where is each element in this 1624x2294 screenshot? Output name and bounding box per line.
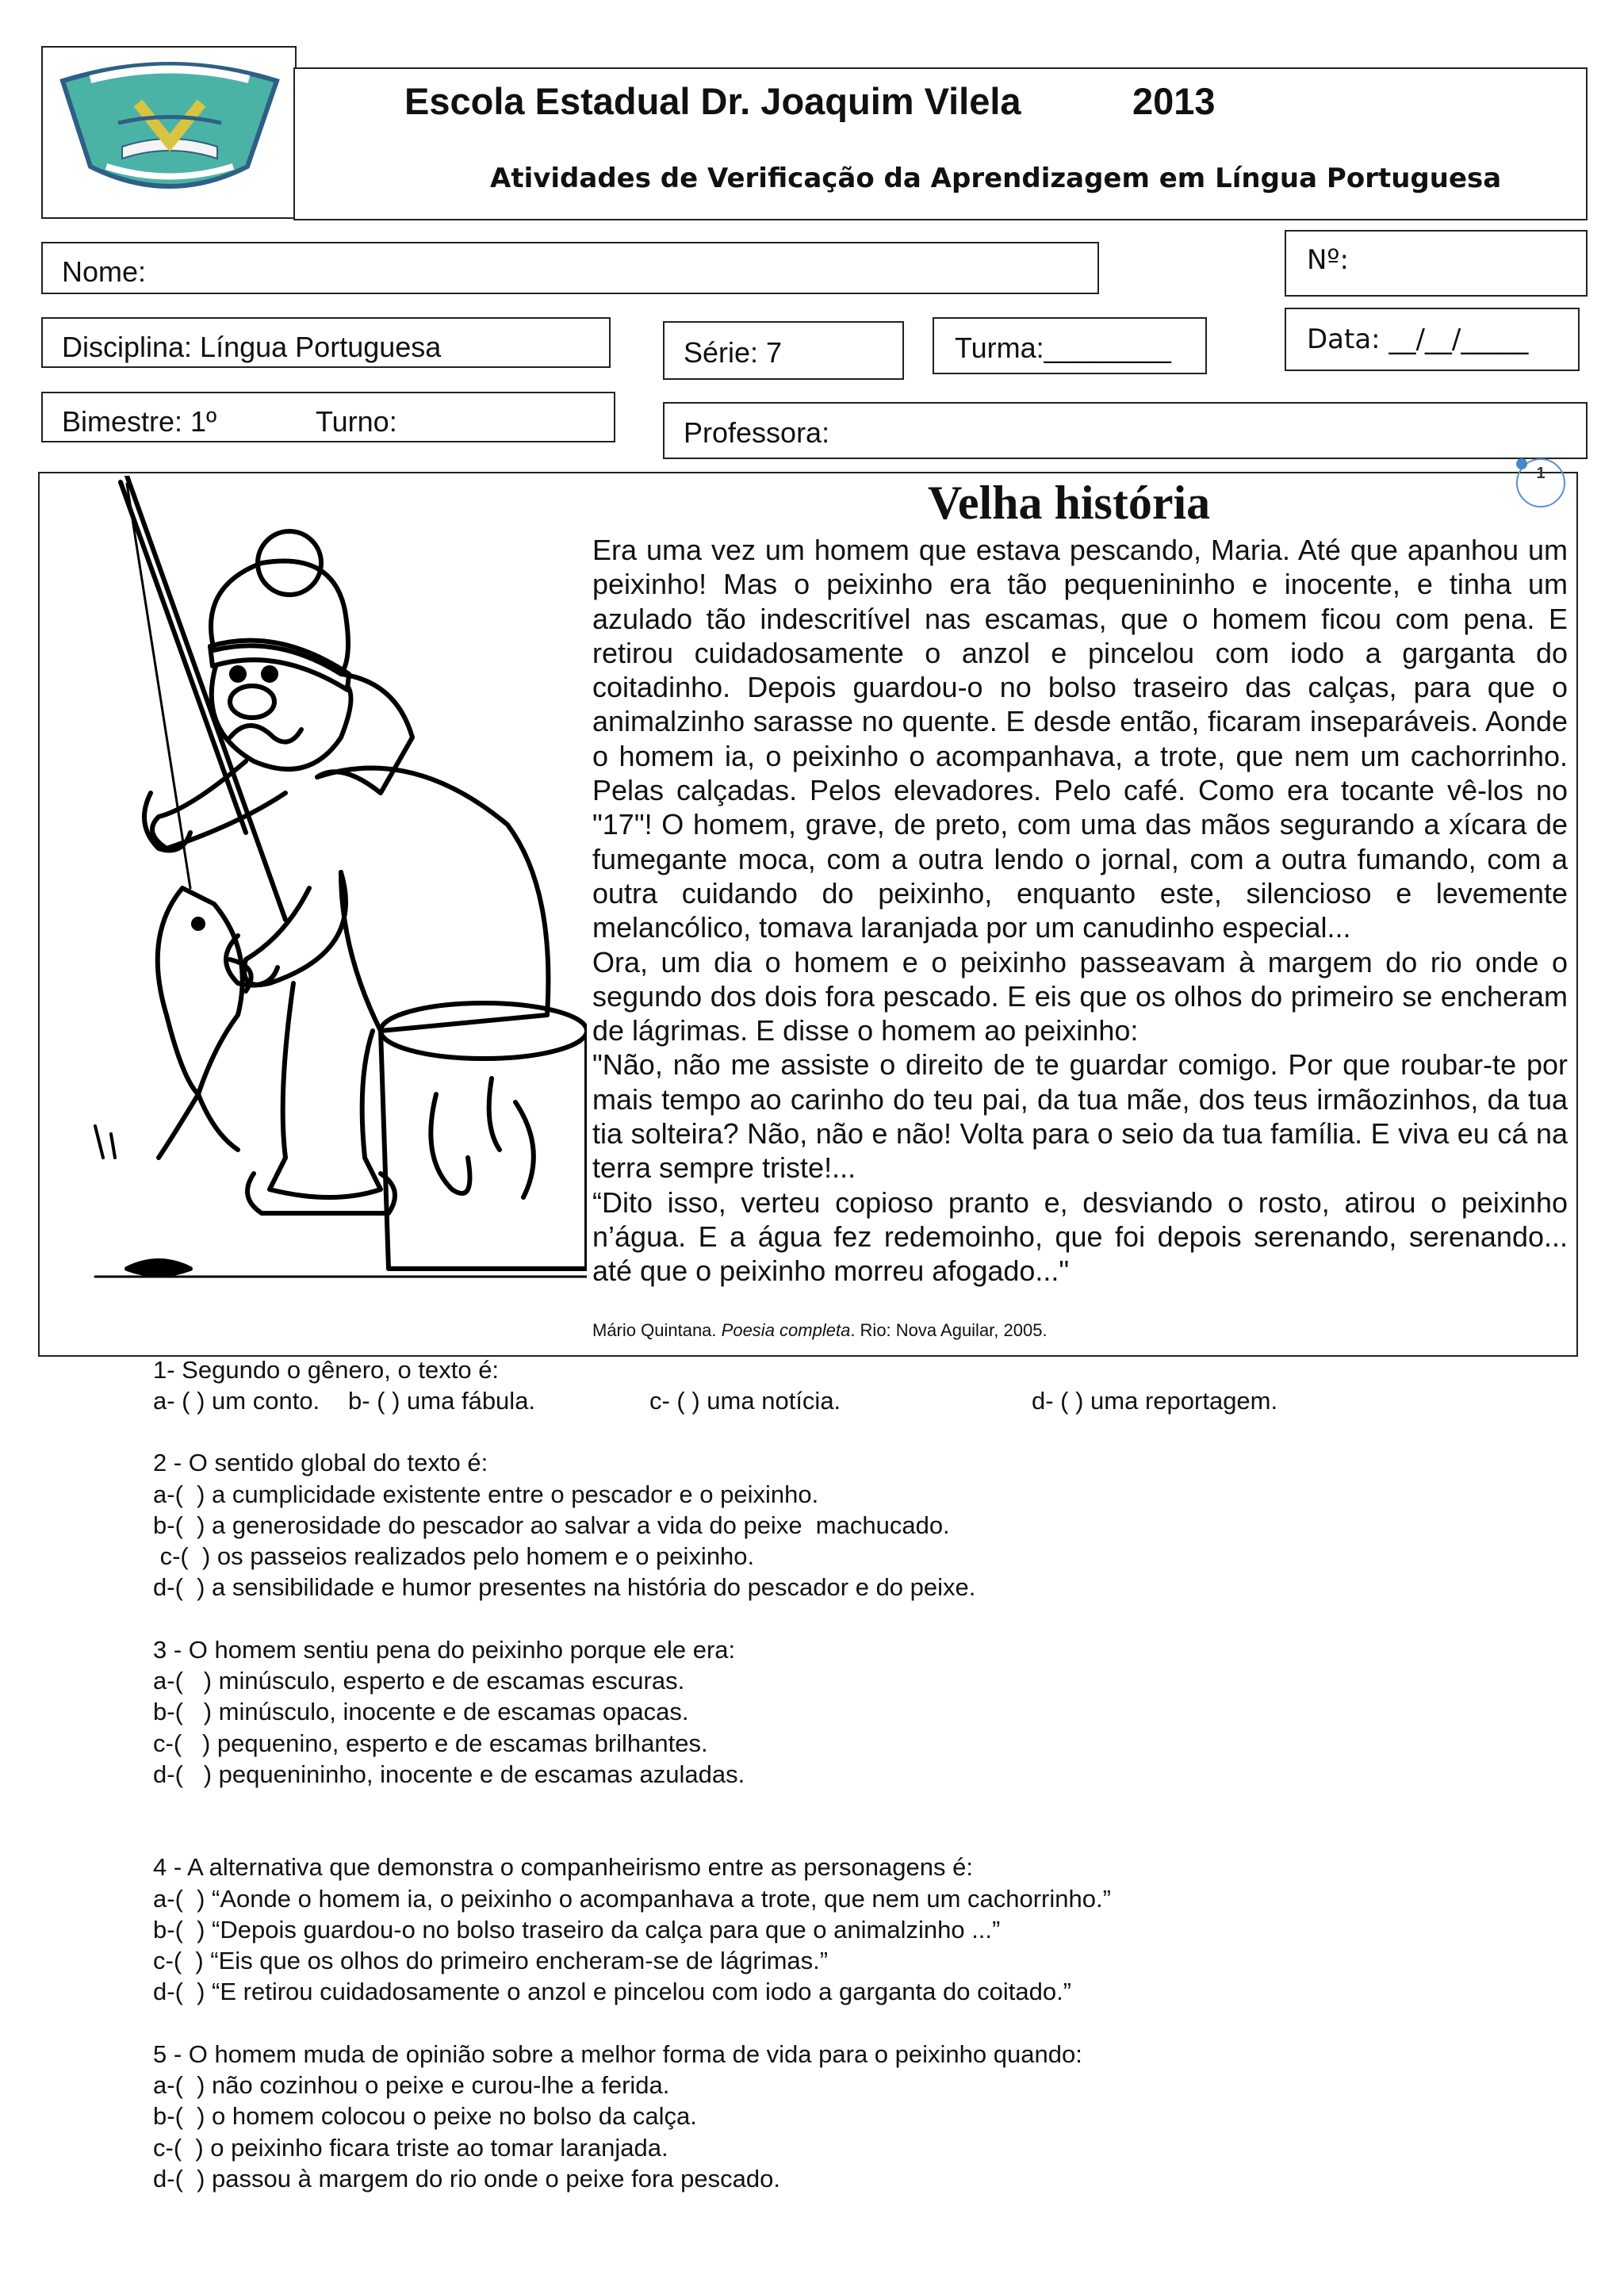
left-eye xyxy=(232,668,244,680)
fishing-rod xyxy=(127,476,285,920)
story-body xyxy=(592,533,1568,1289)
story-paragraph: "Não, não me assiste o direito de te guardar comigo. Por que roubar-te por mais tempo ao carinho do teu pai, da tua mãe, dos teus irmãozinhos, da tua tia solteira? Não, não e não! Volta para o seio da tua família. E viva eu cá na terra sempre triste!... xyxy=(592,1048,1568,1185)
question-1-options xyxy=(153,1385,1580,1416)
log-top xyxy=(381,1003,587,1059)
nome-label: Nome: xyxy=(62,255,147,288)
right-eye xyxy=(263,668,276,680)
turno-label: Turno: xyxy=(316,405,397,438)
data-label: Data: __/__/_____ xyxy=(1307,324,1529,355)
option[interactable]: c-( ) “Eis que os olhos do primeiro encheram-se de lágrimas.” xyxy=(153,1947,829,1975)
story-paragraph: Ora, um dia o homem e o peixinho passeavam à margem do rio onde o segundo dos dois fora pescado. E eis que os olhos do primeiro se encheram de lágrimas. E disse o homem ao peixinho: xyxy=(592,945,1568,1047)
coat-body xyxy=(317,768,548,1031)
knit-hat xyxy=(211,561,348,675)
fish-tail xyxy=(159,1094,238,1158)
question-1-prompt: 1- Segundo o gênero, o texto é: xyxy=(153,1356,500,1384)
option[interactable]: d-( ) “E retirou cuidadosamente o anzol e pincelou com iodo a garganta do coitado.” xyxy=(153,1978,1072,2006)
citation xyxy=(592,1320,1048,1341)
option-a[interactable]: a- ( ) um conto. xyxy=(153,1387,320,1415)
fish-eye xyxy=(193,919,203,929)
option-c[interactable]: c- ( ) uma notícia. xyxy=(649,1387,841,1415)
numero-label: Nº: xyxy=(1307,244,1349,276)
option[interactable]: d-( ) a sensibilidade e humor presentes na história do pescador e do peixe. xyxy=(153,1573,976,1602)
story-title: Velha história xyxy=(928,477,1211,529)
school-name: Escola Estadual Dr. Joaquim Vilela xyxy=(404,80,1021,122)
logo-box xyxy=(41,46,297,219)
right-arm xyxy=(244,872,346,985)
school-year: 2013 xyxy=(1132,80,1216,122)
splash-mark xyxy=(95,1126,115,1158)
question-4-prompt: 4 - A alternativa que demonstra o companheirismo entre as personagens é: xyxy=(153,1853,973,1882)
story-paragraph: “Dito isso, verteu copioso pranto e, desviando o rosto, atirou o peixinho n’água. E a água fez redemoinho, que foi depois serenando, serenando... até que o peixinho morreu afogado..." xyxy=(592,1185,1568,1288)
header-subtitle: Atividades de Verificação da Aprendizagem em Língua Portuguesa xyxy=(490,163,1502,194)
mustache xyxy=(230,726,301,742)
option[interactable]: c-( ) pequenino, esperto e de escamas brilhantes. xyxy=(153,1729,708,1757)
fishing-rod-edge xyxy=(121,482,246,833)
fisherman-illustration xyxy=(79,476,587,1308)
option[interactable]: b-( ) o homem colocou o peixe no bolso da calça. xyxy=(153,2102,697,2131)
option[interactable]: b-( ) “Depois guardou-o no bolso traseiro da calça para que o animalzinho ...” xyxy=(153,1915,1001,1944)
page-number: 1 xyxy=(1536,465,1545,482)
log-seat xyxy=(381,1031,587,1269)
fishing-line xyxy=(127,484,190,888)
log-grain xyxy=(431,1078,534,1197)
citation-author: Mário Quintana. xyxy=(592,1320,717,1340)
option[interactable]: c-( ) o peixinho ficara triste ao tomar laranjada. xyxy=(153,2133,668,2162)
logo-shield xyxy=(63,64,277,186)
question-5-prompt: 5 - O homem muda de opinião sobre a melhor forma de vida para o peixinho quando: xyxy=(153,2039,1082,2068)
option[interactable]: c-( ) os passeios realizados pelo homem e o peixinho. xyxy=(153,1542,755,1571)
option[interactable]: d-( ) pequenininho, inocente e de escamas azuladas. xyxy=(153,1760,745,1788)
questions-section xyxy=(153,1354,1580,2194)
option[interactable]: d-( ) passou à margem do rio onde o peixe fora pescado. xyxy=(153,2164,780,2193)
professora-label: Professora: xyxy=(684,416,830,449)
option-b[interactable]: b- ( ) uma fábula. xyxy=(348,1387,536,1415)
option[interactable]: a-( ) a cumplicidade existente entre o pescador e o peixinho. xyxy=(153,1480,819,1508)
left-hand xyxy=(144,793,190,851)
nome-field[interactable] xyxy=(41,242,1099,294)
school-logo xyxy=(43,48,295,217)
leg xyxy=(270,983,381,1197)
question-3-prompt: 3 - O homem sentiu pena do peixinho porque ele era: xyxy=(153,1635,736,1664)
bimestre-label: Bimestre: 1º xyxy=(62,405,217,438)
ice-hole xyxy=(127,1261,190,1275)
serie-label: Série: 7 xyxy=(684,336,783,369)
question-2-prompt: 2 - O sentido global do texto é: xyxy=(153,1449,488,1477)
option[interactable]: a-( ) minúsculo, esperto e de escamas escuras. xyxy=(153,1667,685,1695)
story-paragraph: Era uma vez um homem que estava pescando, Maria. Até que apanhou um peixinho! Mas o peixinho era tão pequenininho e inocente, e tinha um azulado tão indescritível nas escamas, que o homem ficou com pena. E retirou cuidadosamente o anzol e pincelou com iodo a garganta do coitadinho. Depois guardou-o no bolso traseiro das calças, para que o animalzinho sarasse no quente. E desde então, ficaram inseparáveis. Aonde o homem ia, o peixinho o acompanhava, a trote, que nem um cachorrinho. Pelas calçadas. Pelos elevadores. Pelo café. Como era tocante vê-los no "17"! O homem, grave, de preto, com uma das mãos segurando a xícara de fumegante moca, com a outra lendo o jornal, com a outra fumando, com a outra cuidando do peixinho, enquanto este, silencioso e levemente melancólico, tomava laranjada por um canudinho especial... xyxy=(592,534,1568,944)
turma-label: Turma:________ xyxy=(955,331,1171,364)
disciplina-label: Disciplina: Língua Portuguesa xyxy=(62,331,442,363)
nose xyxy=(230,686,274,718)
option[interactable]: b-( ) minúsculo, inocente e de escamas opacas. xyxy=(153,1698,689,1726)
option-d[interactable]: d- ( ) uma reportagem. xyxy=(1032,1387,1278,1415)
citation-rest: . Rio: Nova Aguilar, 2005. xyxy=(850,1320,1048,1340)
citation-work: Poesia completa xyxy=(721,1320,851,1340)
page-marker-dot xyxy=(1516,458,1527,469)
option[interactable]: b-( ) a generosidade do pescador ao salvar a vida do peixe machucado. xyxy=(153,1511,950,1539)
option[interactable]: a-( ) não cozinhou o peixe e curou-lhe a ferida. xyxy=(153,2071,670,2100)
option[interactable]: a-( ) “Aonde o homem ia, o peixinho o acompanhava a trote, que nem um cachorrinho.” xyxy=(153,1884,1111,1913)
